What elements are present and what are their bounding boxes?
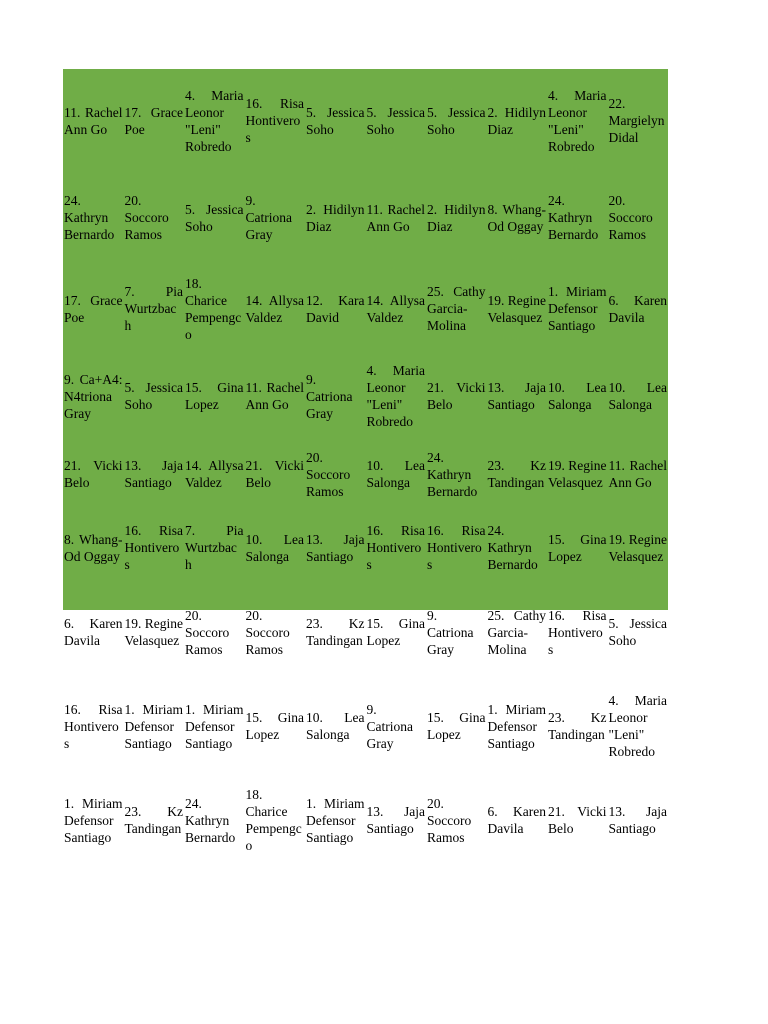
cell-text: 15. Gina Lopez xyxy=(427,710,486,742)
table-cell xyxy=(487,263,548,354)
cell-text: 18. Charice Pempengco xyxy=(185,275,242,342)
table-cell xyxy=(305,354,366,438)
cell-text: 19. Regine Velasquez xyxy=(487,292,546,325)
cell-text: 21. Vicki Belo xyxy=(64,458,123,490)
cell-text: 23. Kz Tandingan xyxy=(548,710,607,742)
cell-text: 10. Lea Salonga xyxy=(608,380,667,412)
cell-text: 2. Hidilyn Diaz xyxy=(487,104,546,137)
table-cell xyxy=(184,172,245,263)
cell-text: 14. Allysa Valdez xyxy=(366,292,425,325)
table-cell xyxy=(487,679,548,773)
cell-text: 13. Jaja Santiago xyxy=(124,458,183,490)
table-cell xyxy=(124,773,185,867)
cell-text: 11. Rachel Ann Go xyxy=(366,201,425,234)
cell-text: 8. Whang-Od Oggay xyxy=(487,201,546,234)
cell-text: 19. Regine Velasquez xyxy=(124,616,183,648)
cell-text: 10. Lea Salonga xyxy=(245,531,304,564)
table-cell xyxy=(124,69,185,172)
table-cell xyxy=(608,354,669,438)
table-cell xyxy=(608,585,669,679)
table-cell xyxy=(547,438,608,510)
cell-text: 6. Karen Davila xyxy=(64,616,123,648)
table-cell xyxy=(124,585,185,679)
table-cell xyxy=(547,69,608,172)
table-cell xyxy=(305,585,366,679)
table-cell xyxy=(245,354,306,438)
table-cell xyxy=(245,773,306,867)
cell-text: 16. Risa Hontiveros xyxy=(366,523,425,572)
cell-text: 1. Miriam Defensor Santiago xyxy=(64,795,123,845)
cell-text: 13. Jaja Santiago xyxy=(306,531,365,564)
cell-text: 16. Risa Hontiveros xyxy=(64,701,123,751)
table-cell xyxy=(487,585,548,679)
cell-text: 24. Kathryn Bernardo xyxy=(64,193,115,242)
table-cell xyxy=(366,354,427,438)
cell-text: 9. Catriona Gray xyxy=(427,607,474,657)
table-cell xyxy=(305,773,366,867)
table-cell xyxy=(547,679,608,773)
cell-text: 19. Regine Velasquez xyxy=(608,531,667,564)
table-cell xyxy=(63,172,124,263)
table-cell xyxy=(245,510,306,585)
cell-text: 13. Jaja Santiago xyxy=(608,804,667,836)
cell-text: 10. Lea Salonga xyxy=(548,380,607,412)
cell-text: 8. Whang-Od Oggay xyxy=(64,531,123,564)
table-cell xyxy=(305,438,366,510)
table-cell xyxy=(184,438,245,510)
cell-text: 11. Rachel Ann Go xyxy=(245,380,304,412)
table-cell xyxy=(608,773,669,867)
cell-text: 14. Allysa Valdez xyxy=(185,458,244,490)
cell-text: 1. Miriam Defensor Santiago xyxy=(185,701,244,751)
cell-text: 17. Grace Poe xyxy=(124,104,183,137)
table-cell xyxy=(305,679,366,773)
cell-text: 15. Gina Lopez xyxy=(548,531,607,564)
cell-text: 16. Risa Hontiveros xyxy=(245,96,304,145)
table-cell xyxy=(487,510,548,585)
cell-text: 4. Maria Leonor "Leni" Robredo xyxy=(608,693,667,759)
names-table xyxy=(63,69,668,867)
table-cell xyxy=(124,438,185,510)
cell-text: 20. Soccoro Ramos xyxy=(185,607,230,657)
cell-text: 20. Soccoro Ramos xyxy=(427,795,472,845)
cell-text: 15. Gina Lopez xyxy=(366,616,425,648)
table-cell xyxy=(245,438,306,510)
table-cell xyxy=(63,679,124,773)
table-cell xyxy=(366,585,427,679)
cell-text: 16. Risa Hontiveros xyxy=(124,523,183,572)
table-cell xyxy=(184,773,245,867)
table-cell xyxy=(366,679,427,773)
cell-text: 6. Karen Davila xyxy=(487,804,546,836)
table-cell xyxy=(184,263,245,354)
cell-text: 18. Charice Pempengco xyxy=(245,787,302,853)
cell-text: 11. Rachel Ann Go xyxy=(608,458,667,490)
table-cell xyxy=(245,69,306,172)
table-cell xyxy=(608,510,669,585)
table-cell xyxy=(608,438,669,510)
cell-text: 1. Miriam Defensor Santiago xyxy=(548,284,607,333)
table-cell xyxy=(63,438,124,510)
cell-text: 6. Karen Davila xyxy=(608,292,667,325)
table-cell xyxy=(63,263,124,354)
cell-text: 21. Vicki Belo xyxy=(245,458,304,490)
table-cell xyxy=(426,69,487,172)
table-cell xyxy=(63,773,124,867)
cell-text: 20. Soccoro Ramos xyxy=(245,607,290,657)
cell-text: 12. Kara David xyxy=(306,292,365,325)
table-cell xyxy=(547,354,608,438)
table-cell xyxy=(547,585,608,679)
table-cell xyxy=(547,510,608,585)
table-cell xyxy=(487,354,548,438)
table-cell xyxy=(245,172,306,263)
table-cell xyxy=(245,585,306,679)
cell-text: 5. Jessica Soho xyxy=(608,616,667,648)
table-cell xyxy=(487,172,548,263)
table-cell xyxy=(184,679,245,773)
cell-text: 24. Kathryn Bernardo xyxy=(548,193,599,242)
table-cell xyxy=(184,510,245,585)
cell-text: 9. Ca+A4: N4triona Gray xyxy=(64,371,123,421)
cell-text: 13. Jaja Santiago xyxy=(366,804,425,836)
table-cell xyxy=(426,172,487,263)
cell-text: 9. Catriona Gray xyxy=(366,701,413,751)
table-cell xyxy=(124,172,185,263)
table-cell xyxy=(184,354,245,438)
cell-text: 4. Maria Leonor "Leni" Robredo xyxy=(366,363,425,429)
cell-text: 2. Hidilyn Diaz xyxy=(427,201,486,234)
table-cell xyxy=(366,510,427,585)
cell-text: 1. Miriam Defensor Santiago xyxy=(487,701,546,751)
cell-text: 11. Rachel Ann Go xyxy=(64,104,123,137)
cell-text: 1. Miriam Defensor Santiago xyxy=(124,701,183,751)
cell-text: 24. Kathryn Bernardo xyxy=(185,795,236,845)
table-cell xyxy=(305,172,366,263)
table-cell xyxy=(63,585,124,679)
cell-text: 23. Kz Tandingan xyxy=(306,616,365,648)
cell-text: 9. Catriona Gray xyxy=(245,193,292,242)
cell-text: 21. Vicki Belo xyxy=(548,804,607,836)
table-cell xyxy=(124,263,185,354)
table-cell xyxy=(426,679,487,773)
cell-text: 9. Catriona Gray xyxy=(306,371,353,421)
cell-text: 22. Margielyn Didal xyxy=(608,96,665,145)
cell-text: 21. Vicki Belo xyxy=(427,380,486,412)
table-cell xyxy=(124,510,185,585)
table-cell xyxy=(305,263,366,354)
cell-text: 25. Cathy Garcia-Molina xyxy=(427,284,486,333)
cell-text: 13. Jaja Santiago xyxy=(487,380,546,412)
cell-text: 5. Jessica Soho xyxy=(427,104,486,137)
cell-text: 23. Kz Tandingan xyxy=(124,804,183,836)
cell-text: 1. Miriam Defensor Santiago xyxy=(306,795,365,845)
table-cell xyxy=(305,510,366,585)
cell-text: 16. Risa Hontiveros xyxy=(427,523,486,572)
table-cell xyxy=(426,354,487,438)
table-cell xyxy=(63,354,124,438)
cell-text: 10. Lea Salonga xyxy=(366,458,425,490)
table-cell xyxy=(184,585,245,679)
cell-text: 15. Gina Lopez xyxy=(185,380,244,412)
cell-text: 5. Jessica Soho xyxy=(124,380,183,412)
cell-text: 5. Jessica Soho xyxy=(306,104,365,137)
table-cell xyxy=(305,69,366,172)
cell-text: 20. Soccoro Ramos xyxy=(608,193,653,242)
table-cell xyxy=(366,172,427,263)
table-cell xyxy=(547,773,608,867)
table-cell xyxy=(608,679,669,773)
table-cell xyxy=(366,69,427,172)
cell-text: 16. Risa Hontiveros xyxy=(548,607,607,657)
table-cell xyxy=(366,773,427,867)
cell-text: 2. Hidilyn Diaz xyxy=(306,201,365,234)
table-cell xyxy=(608,263,669,354)
table-cell xyxy=(487,438,548,510)
cell-text: 7. Pia Wurtzbach xyxy=(124,284,183,333)
cell-text: 25. Cathy Garcia-Molina xyxy=(487,607,546,657)
table-cell xyxy=(547,263,608,354)
cell-text: 23. Kz Tandingan xyxy=(487,458,546,490)
table-cell xyxy=(487,773,548,867)
cell-text: 20. Soccoro Ramos xyxy=(124,193,169,242)
table-cell xyxy=(63,69,124,172)
table-cell xyxy=(426,773,487,867)
cell-text: 4. Maria Leonor "Leni" Robredo xyxy=(548,87,607,154)
cell-text: 10. Lea Salonga xyxy=(306,710,365,742)
cell-text: 15. Gina Lopez xyxy=(245,710,304,742)
table-cell xyxy=(184,69,245,172)
cell-text: 5. Jessica Soho xyxy=(185,201,244,234)
table-cell xyxy=(63,510,124,585)
cell-text: 5. Jessica Soho xyxy=(366,104,425,137)
cell-text: 24. Kathryn Bernardo xyxy=(427,449,478,499)
table-cell xyxy=(426,585,487,679)
table-cell xyxy=(124,679,185,773)
table-cell xyxy=(487,69,548,172)
table-cell xyxy=(426,263,487,354)
table-cell xyxy=(124,354,185,438)
table-cell xyxy=(366,263,427,354)
table-cell xyxy=(426,438,487,510)
table-cell xyxy=(245,263,306,354)
table-cell xyxy=(608,172,669,263)
cell-text: 24. Kathryn Bernardo xyxy=(487,523,538,572)
table-cell xyxy=(547,172,608,263)
table-cell xyxy=(366,438,427,510)
table-cell xyxy=(608,69,669,172)
cell-text: 4. Maria Leonor "Leni" Robredo xyxy=(185,87,244,154)
cell-text: 17. Grace Poe xyxy=(64,292,123,325)
table-cell xyxy=(245,679,306,773)
cell-text: 20. Soccoro Ramos xyxy=(306,449,351,499)
cell-text: 14. Allysa Valdez xyxy=(245,292,304,325)
cell-text: 7. Pia Wurtzbach xyxy=(185,523,244,572)
cell-text: 19. Regine Velasquez xyxy=(548,458,607,490)
table-cell xyxy=(426,510,487,585)
